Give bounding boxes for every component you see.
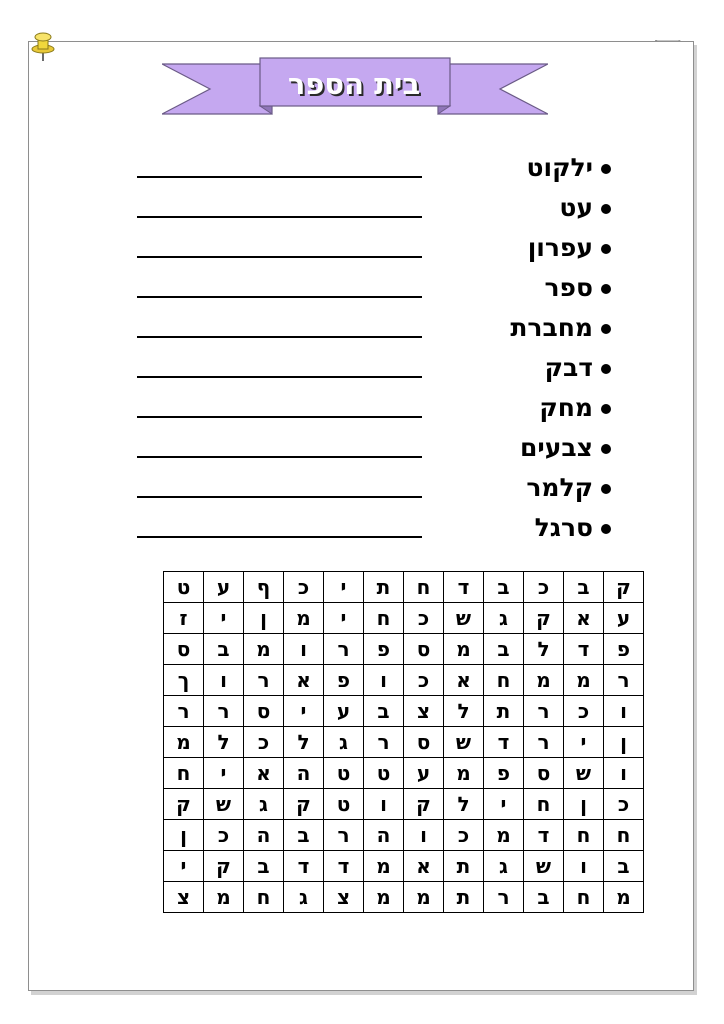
grid-cell[interactable]: י <box>324 603 364 634</box>
word-row <box>0 428 724 468</box>
grid-row <box>164 665 644 696</box>
grid-cell[interactable]: ח <box>164 758 204 789</box>
grid-cell[interactable]: ח <box>244 882 284 913</box>
word-label: קלמר <box>526 473 593 502</box>
grid-cell[interactable]: א <box>564 603 604 634</box>
grid-cell[interactable]: מ <box>604 882 644 913</box>
grid-row <box>164 882 644 913</box>
grid-cell[interactable]: פ <box>324 665 364 696</box>
grid-cell[interactable]: ר <box>484 882 524 913</box>
grid-cell[interactable]: ס <box>404 727 444 758</box>
grid-cell[interactable]: א <box>444 665 484 696</box>
grid-row <box>164 758 644 789</box>
grid-cell[interactable]: ר <box>364 727 404 758</box>
grid-cell[interactable]: א <box>284 665 324 696</box>
grid-cell[interactable]: ס <box>244 696 284 727</box>
grid-cell[interactable]: ש <box>444 603 484 634</box>
grid-row <box>164 820 644 851</box>
grid-cell[interactable]: כ <box>524 572 564 603</box>
grid-cell[interactable]: פ <box>484 758 524 789</box>
grid-cell[interactable]: י <box>204 758 244 789</box>
grid-cell[interactable]: מ <box>364 882 404 913</box>
grid-cell[interactable]: כ <box>244 727 284 758</box>
grid-cell[interactable]: ו <box>364 789 404 820</box>
grid-cell[interactable]: ת <box>444 882 484 913</box>
word-label: ילקוט <box>526 153 593 182</box>
grid-cell[interactable]: א <box>404 851 444 882</box>
word-row <box>0 148 724 188</box>
grid-cell[interactable]: ו <box>604 696 644 727</box>
word-label: עפרון <box>527 233 593 262</box>
grid-cell[interactable]: ג <box>484 851 524 882</box>
grid-cell[interactable]: ח <box>364 603 404 634</box>
word-label: ספר <box>544 273 593 302</box>
grid-row <box>164 789 644 820</box>
word-row <box>0 188 724 228</box>
grid-cell[interactable]: ו <box>284 634 324 665</box>
grid-cell[interactable]: א <box>244 758 284 789</box>
grid-cell[interactable]: ת <box>364 572 404 603</box>
grid-cell[interactable]: ל <box>444 696 484 727</box>
grid-row <box>164 851 644 882</box>
grid-cell[interactable]: ג <box>284 882 324 913</box>
grid-cell[interactable]: ח <box>524 789 564 820</box>
grid-cell[interactable]: ק <box>164 789 204 820</box>
grid-cell[interactable]: י <box>484 789 524 820</box>
grid-cell[interactable]: ח <box>604 820 644 851</box>
grid-cell[interactable]: ך <box>164 665 204 696</box>
grid-cell[interactable]: ד <box>444 572 484 603</box>
grid-cell[interactable]: ע <box>604 603 644 634</box>
bullet-icon <box>601 244 611 254</box>
grid-cell[interactable]: כ <box>404 603 444 634</box>
grid-cell[interactable]: ט <box>324 758 364 789</box>
grid-cell[interactable]: ק <box>524 603 564 634</box>
grid-cell[interactable]: ק <box>284 789 324 820</box>
answer-line[interactable] <box>137 456 422 458</box>
grid-cell[interactable]: ב <box>484 634 524 665</box>
grid-cell[interactable]: ר <box>324 820 364 851</box>
grid-cell[interactable]: ע <box>404 758 444 789</box>
grid-cell[interactable]: מ <box>284 603 324 634</box>
bullet-icon <box>601 524 611 534</box>
grid-cell[interactable]: מ <box>484 820 524 851</box>
grid-cell[interactable]: צ <box>164 882 204 913</box>
grid-cell[interactable]: ג <box>484 603 524 634</box>
answer-line[interactable] <box>137 536 422 538</box>
grid-cell[interactable]: ס <box>164 634 204 665</box>
answer-line[interactable] <box>137 176 422 178</box>
answer-line[interactable] <box>137 336 422 338</box>
bullet-icon <box>601 284 611 294</box>
grid-cell[interactable]: ה <box>244 820 284 851</box>
answer-line[interactable] <box>137 216 422 218</box>
grid-cell[interactable]: ז <box>164 603 204 634</box>
grid-cell[interactable]: כ <box>404 665 444 696</box>
grid-cell[interactable]: ע <box>324 696 364 727</box>
grid-cell[interactable]: ח <box>404 572 444 603</box>
word-row <box>0 228 724 268</box>
word-label: סרגל <box>534 513 593 542</box>
grid-cell[interactable]: ן <box>604 727 644 758</box>
answer-line[interactable] <box>137 376 422 378</box>
grid-cell[interactable]: ר <box>524 727 564 758</box>
answer-line[interactable] <box>137 496 422 498</box>
grid-cell[interactable]: ק <box>404 789 444 820</box>
grid-cell[interactable]: ב <box>484 572 524 603</box>
grid-cell[interactable]: מ <box>244 634 284 665</box>
grid-cell[interactable]: כ <box>204 820 244 851</box>
grid-cell[interactable]: ה <box>284 758 324 789</box>
grid-cell[interactable]: ד <box>284 851 324 882</box>
grid-cell[interactable]: כ <box>444 820 484 851</box>
grid-cell[interactable]: ש <box>564 758 604 789</box>
grid-cell[interactable]: ב <box>524 882 564 913</box>
answer-line[interactable] <box>137 256 422 258</box>
grid-cell[interactable]: מ <box>524 665 564 696</box>
grid-cell[interactable]: צ <box>404 696 444 727</box>
bullet-icon <box>601 484 611 494</box>
grid-cell[interactable]: ד <box>564 634 604 665</box>
grid-row <box>164 634 644 665</box>
grid-cell[interactable]: ן <box>244 603 284 634</box>
grid-cell[interactable]: מ <box>564 665 604 696</box>
grid-cell[interactable]: י <box>324 572 364 603</box>
bullet-icon <box>601 164 611 174</box>
grid-cell[interactable]: ו <box>604 758 644 789</box>
grid-row <box>164 696 644 727</box>
word-label: עט <box>559 193 593 222</box>
grid-cell[interactable]: ג <box>324 727 364 758</box>
grid-cell[interactable]: ר <box>164 696 204 727</box>
word-label: דבק <box>544 353 593 382</box>
grid-cell[interactable]: ל <box>444 789 484 820</box>
grid-cell[interactable]: ב <box>364 696 404 727</box>
grid-cell[interactable]: ב <box>284 820 324 851</box>
word-row <box>0 348 724 388</box>
grid-cell[interactable]: ד <box>524 820 564 851</box>
word-label: מחק <box>539 393 593 422</box>
grid-cell[interactable]: ב <box>244 851 284 882</box>
grid-cell[interactable]: ן <box>564 789 604 820</box>
grid-cell[interactable]: ס <box>524 758 564 789</box>
word-row <box>0 268 724 308</box>
grid-cell[interactable]: ף <box>244 572 284 603</box>
grid-cell[interactable]: ב <box>564 572 604 603</box>
push-pin-icon <box>29 29 59 63</box>
grid-cell[interactable]: ו <box>364 665 404 696</box>
grid-cell[interactable]: ד <box>324 851 364 882</box>
grid-cell[interactable]: ר <box>604 665 644 696</box>
grid-cell[interactable]: ת <box>484 696 524 727</box>
grid-cell[interactable]: ט <box>164 572 204 603</box>
grid-cell[interactable]: י <box>164 851 204 882</box>
grid-cell[interactable]: פ <box>364 634 404 665</box>
word-row <box>0 508 724 548</box>
grid-cell[interactable]: ה <box>364 820 404 851</box>
grid-cell[interactable]: ו <box>204 665 244 696</box>
grid-cell[interactable]: ע <box>204 572 244 603</box>
grid-cell[interactable]: ח <box>484 665 524 696</box>
page-title: בית הספר <box>287 67 421 101</box>
grid-cell[interactable]: ו <box>564 851 604 882</box>
grid-cell[interactable]: ר <box>244 665 284 696</box>
word-row <box>0 308 724 348</box>
grid-row <box>164 603 644 634</box>
grid-cell[interactable]: י <box>564 727 604 758</box>
grid-cell[interactable]: ס <box>404 634 444 665</box>
grid-cell[interactable]: פ <box>604 634 644 665</box>
answer-line[interactable] <box>137 416 422 418</box>
grid-cell[interactable]: ק <box>204 851 244 882</box>
grid-cell[interactable]: ר <box>204 696 244 727</box>
answer-line[interactable] <box>137 296 422 298</box>
grid-cell[interactable]: כ <box>284 572 324 603</box>
grid-row <box>164 727 644 758</box>
grid-cell[interactable]: י <box>204 603 244 634</box>
word-row <box>0 388 724 428</box>
grid-cell[interactable]: ט <box>324 789 364 820</box>
word-label: מחברת <box>510 313 593 342</box>
grid-cell[interactable]: י <box>284 696 324 727</box>
bullet-icon <box>601 324 611 334</box>
grid-cell[interactable]: מ <box>364 851 404 882</box>
grid-cell[interactable]: ל <box>284 727 324 758</box>
grid-cell[interactable]: ט <box>364 758 404 789</box>
word-search-grid <box>163 571 644 913</box>
grid-cell[interactable]: ג <box>244 789 284 820</box>
bullet-icon <box>601 444 611 454</box>
grid-cell[interactable]: ו <box>404 820 444 851</box>
grid-cell[interactable]: ש <box>524 851 564 882</box>
bullet-icon <box>601 364 611 374</box>
grid-cell[interactable]: מ <box>444 634 484 665</box>
grid-cell[interactable]: ד <box>484 727 524 758</box>
word-label: צבעים <box>520 433 593 462</box>
grid-cell[interactable]: ב <box>204 634 244 665</box>
grid-cell[interactable]: ל <box>524 634 564 665</box>
grid-cell[interactable]: ר <box>524 696 564 727</box>
grid-cell[interactable]: ש <box>444 727 484 758</box>
bullet-icon <box>601 404 611 414</box>
grid-cell[interactable]: מ <box>444 758 484 789</box>
grid-cell[interactable]: כ <box>564 696 604 727</box>
grid-cell[interactable]: ן <box>164 820 204 851</box>
bullet-icon <box>601 204 611 214</box>
grid-cell[interactable]: ר <box>324 634 364 665</box>
grid-cell[interactable]: מ <box>164 727 204 758</box>
grid-cell[interactable]: ש <box>204 789 244 820</box>
word-row <box>0 468 724 508</box>
grid-cell[interactable]: מ <box>204 882 244 913</box>
grid-cell[interactable]: כ <box>604 789 644 820</box>
grid-cell[interactable]: ל <box>204 727 244 758</box>
grid-cell[interactable]: ח <box>564 882 604 913</box>
grid-cell[interactable]: ח <box>564 820 604 851</box>
grid-cell[interactable]: מ <box>404 882 444 913</box>
grid-row <box>164 572 644 603</box>
grid-cell[interactable]: ק <box>604 572 644 603</box>
grid-cell[interactable]: ב <box>604 851 644 882</box>
grid-cell[interactable]: צ <box>324 882 364 913</box>
grid-cell[interactable]: ת <box>444 851 484 882</box>
